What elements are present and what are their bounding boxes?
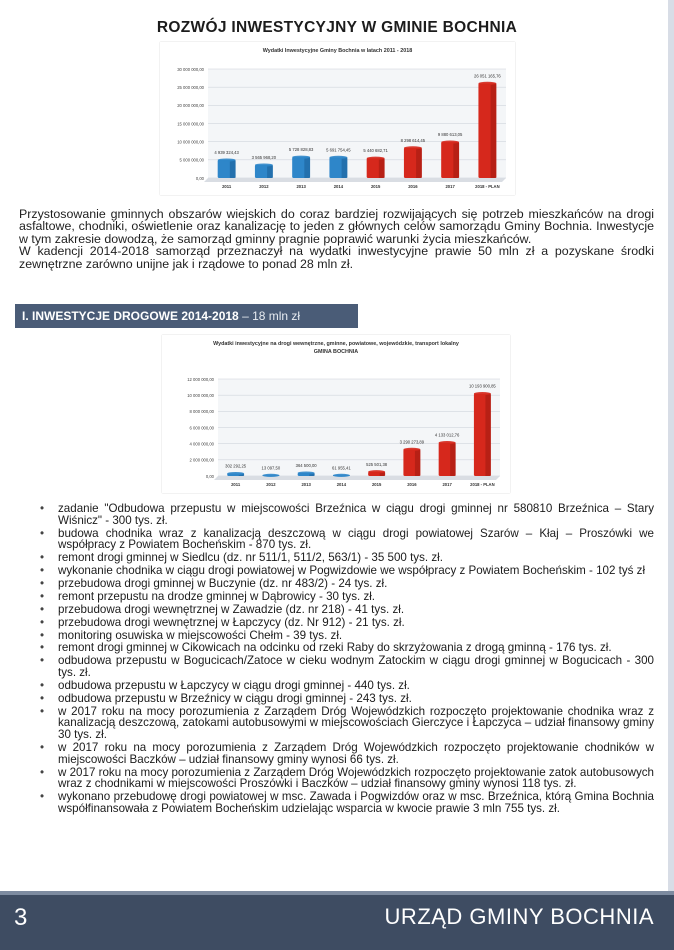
- bar-top: [478, 82, 496, 85]
- road-expenditure-chart: [162, 335, 510, 493]
- chart-svg: [160, 42, 515, 195]
- chart-floor: [204, 178, 506, 182]
- bar: [227, 472, 244, 476]
- section-amount: – 18 mln zł: [238, 309, 301, 323]
- x-tick-label: 2014: [336, 482, 347, 487]
- y-tick-label: 10 000 000,00: [177, 139, 204, 145]
- data-label: 13 097,50: [261, 465, 281, 471]
- bar-shade: [416, 148, 422, 178]
- bar-shade: [267, 165, 273, 178]
- bar-shade: [485, 394, 490, 476]
- x-tick-label: 2011: [222, 184, 232, 189]
- data-label: 9 880 613,05: [437, 132, 463, 138]
- list-item: • w 2017 roku na mocy porozumienia z Zarządem Dróg Wojewódzkich rozpoczęto projektowanie chodnika wraz z kanalizacją deszczową, zatokami autobusowymi w miejscowościach Gierczyce i Łapczyca – udział finansowy gminy 30 tys. zł.: [22, 706, 654, 741]
- list-item: • w 2017 roku na mocy porozumienia z Zarządem Dróg Wojewódzkich rozpoczęto projektowanie zatok autobusowych wraz z chodnikami w miejscowości Proszówki i Baczków – udział finansowy gminy wynosi 118 tys. zł.: [22, 767, 654, 790]
- list-item: • zadanie "Odbudowa przepustu w miejscowości Brzeźnica w ciągu drogi gminnej nr 580810 Brzeźnica – Stary Wiśnicz" - 300 tys. zł.: [22, 503, 654, 526]
- bar: [333, 474, 350, 477]
- x-tick-label: 2012: [259, 184, 269, 189]
- data-label: 10 193 900,85: [468, 383, 496, 389]
- x-tick-label: 2018 - PLAN: [475, 184, 500, 189]
- list-item: • remont przepustu na drodze gminnej w Dąbrowicy - 30 tys. zł.: [22, 591, 654, 603]
- list-item: • budowa chodnika wraz z kanalizacją deszczową w ciągu drogi powiatowej Szarów – Kłaj – Proszówki we współpracy z Powiatem Bocheńskim - 870 tys. zł.: [22, 528, 654, 551]
- list-item: • przebudowa drogi gminnej w Buczynie (dz. nr 483/2) - 24 tys. zł.: [22, 578, 654, 590]
- bar-top: [329, 156, 347, 159]
- y-tick-label: 0,00: [195, 175, 204, 181]
- bar-shade: [379, 158, 385, 178]
- y-tick-label: 15 000 000,00: [177, 121, 204, 127]
- data-label: 3 290 273,89: [399, 439, 425, 445]
- page-number: 3: [14, 904, 28, 931]
- page-title: ROZWÓJ INWESTYCYJNY W GMINIE BOCHNIA: [156, 19, 518, 36]
- list-item: • monitoring osuwiska w miejscowości Chełm - 39 tys. zł.: [22, 630, 654, 642]
- chart-svg: [162, 335, 510, 493]
- bar-shade: [342, 157, 348, 178]
- section-title: I. INWESTYCJE DROGOWE 2014-2018: [22, 309, 239, 323]
- list-item: • odbudowa przepustu w Brzeźnicy w ciągu drogi gminnej - 243 tys. zł.: [22, 693, 654, 705]
- x-tick-label: 2017: [442, 482, 452, 487]
- data-label: 302 292,25: [225, 463, 247, 469]
- y-tick-label: 8 000 000,00: [189, 409, 214, 415]
- y-tick-label: 25 000 000,00: [177, 84, 204, 90]
- data-label: 5 691 754,45: [326, 147, 351, 153]
- bar: [329, 156, 347, 178]
- investment-expenditure-chart: [160, 42, 515, 195]
- y-tick-label: 12 000 000,00: [187, 376, 214, 382]
- list-item: • w 2017 roku na mocy porozumienia z Zarządem Dróg Wojewódzkich rozpoczęto projektowanie chodników w miejscowości Baczków – udział finansowy gminy wynosi 66 tys. zł.: [22, 742, 654, 765]
- chart-title: Wydatki inwestycyjne na drogi wewnętrzne, gminne, powiatowe, wojewódzkie, transport lokalny: [213, 341, 459, 347]
- data-label: 4 133 012,76: [434, 432, 460, 438]
- list-item: • wykonanie chodnika w ciągu drogi powiatowej w Pogwizdowie we współpracy z Powiatem Bocheńskim - 102 tyś zł: [22, 565, 654, 577]
- bar: [441, 141, 459, 178]
- y-tick-label: 30 000 000,00: [177, 66, 204, 72]
- data-label: 5 440 682,71: [363, 148, 388, 154]
- data-label: 525 501,38: [366, 461, 388, 467]
- bar: [439, 441, 456, 476]
- bar-top: [255, 163, 273, 166]
- list-item: • odbudowa przepustu w Bogucicach/Zatoce w cieku wodnym Zatockim w ciągu drogi gminnej w Bogucicach - 300 tys. zł.: [22, 655, 654, 678]
- intro-paragraph-1: Przystosowanie gminnych obszarów wiejskich do coraz bardziej rozwijających się potrzeb mieszkańców na drogi asfaltowe, chodniki, oświetlenie oraz kanalizację to jeden z głównych celów samorządu Gminy Bochnia. Inwestycje w tym zakresie dowodzą, że samorząd gminny pragnie poprawić warunki życia mieszkańców.: [19, 207, 654, 246]
- bar-top: [441, 141, 459, 144]
- x-tick-label: 2013: [301, 482, 311, 487]
- bar-shade: [491, 83, 497, 178]
- bar-shade: [230, 160, 236, 178]
- bar: [262, 474, 279, 477]
- bar-top: [292, 156, 310, 159]
- intro-paragraph-2: W kadencji 2014-2018 samorząd przeznaczył na wydatki inwestycyjne prawie 50 mln zł a pozyskane środki zewnętrzne zarówno unijne jak i rządowe to ponad 28 mln zł.: [19, 244, 654, 271]
- x-tick-label: 2016: [408, 184, 418, 189]
- bar-top: [474, 392, 491, 395]
- page-edge-stripe: [668, 0, 674, 950]
- x-tick-label: 2011: [231, 482, 241, 487]
- x-tick-label: 2015: [370, 184, 381, 189]
- bar-top: [368, 470, 385, 473]
- x-tick-label: 2014: [333, 184, 344, 189]
- intro-text: [19, 208, 654, 270]
- y-tick-label: 0,00: [205, 473, 214, 479]
- bar: [368, 470, 385, 476]
- footer-title: URZĄD GMINY BOCHNIA: [384, 904, 654, 929]
- bar-top: [404, 146, 422, 149]
- x-tick-label: 2018 - PLAN: [470, 482, 495, 487]
- bar-shade: [450, 443, 455, 476]
- data-label: 364 500,00: [295, 463, 317, 469]
- data-label: 5 728 828,83: [288, 147, 314, 153]
- x-tick-label: 2017: [445, 184, 455, 189]
- list-item: • remont drogi gminnej w Siedlcu (dz. nr 511/1, 511/2, 563/1) - 35 500 tys. zł.: [22, 552, 654, 564]
- y-tick-label: 10 000 000,00: [187, 392, 214, 398]
- data-label: 8 298 614,45: [400, 137, 426, 143]
- bar-top: [298, 471, 315, 474]
- bar: [255, 163, 273, 178]
- x-tick-label: 2012: [266, 482, 276, 487]
- list-item: • przebudowa drogi wewnętrznej w Zawadzie (dz. nr 218) - 41 tys. zł.: [22, 604, 654, 616]
- x-tick-label: 2015: [371, 482, 382, 487]
- data-label: 3 565 968,20: [251, 155, 277, 161]
- bar-shade: [453, 142, 459, 178]
- bar-top: [367, 157, 385, 160]
- bar: [298, 471, 315, 476]
- bar-shade: [415, 449, 420, 476]
- list-item: • odbudowa przepustu w Łapczycy w ciągu drogi gminnej - 440 tys. zł.: [22, 680, 654, 692]
- chart-title: Wydatki Inwestycyjne Gminy Bochnia w latach 2011 - 2018: [262, 48, 413, 54]
- y-tick-label: 6 000 000,00: [189, 425, 214, 431]
- data-label: 4 939 324,43: [214, 150, 239, 156]
- bar: [367, 157, 385, 178]
- bar: [403, 448, 420, 476]
- x-tick-label: 2016: [407, 482, 417, 487]
- bar: [218, 158, 236, 178]
- bar-top: [262, 474, 279, 477]
- list-item: • remont drogi gminnej w Cikowicach na odcinku od rzeki Raby do skrzyżowania z drogą gminną - 176 tys. zł.: [22, 642, 654, 654]
- bar-top: [403, 448, 420, 451]
- y-tick-label: 2 000 000,00: [189, 457, 214, 463]
- x-tick-label: 2013: [296, 184, 306, 189]
- bar-top: [218, 158, 236, 161]
- bar-top: [439, 441, 456, 444]
- chart-floor: [214, 476, 500, 480]
- data-label: 26 051 165,76: [473, 73, 501, 79]
- y-tick-label: 5 000 000,00: [179, 157, 204, 163]
- list-item: • przebudowa drogi wewnętrznej w Łapczycy (dz. Nr 912) - 21 tys. zł.: [22, 617, 654, 629]
- chart-subtitle: GMINA BOCHNIA: [313, 349, 359, 355]
- bar: [404, 146, 422, 178]
- data-label: 61 955,41: [332, 465, 351, 471]
- bar: [478, 82, 496, 178]
- y-tick-label: 20 000 000,00: [177, 103, 204, 109]
- y-tick-label: 4 000 000,00: [189, 441, 214, 447]
- investment-list: [22, 503, 654, 816]
- list-item: • wykonano przebudowę drogi powiatowej w msc. Zawada i Pogwizdów oraz w msc. Brzeźnica, którą Gmina Bochnia współfinansowała z Powiatem Bocheńskim udzielając wsparcia w kwocie prawie 3 mln 755 tys. zł.: [22, 791, 654, 814]
- bar-shade: [304, 157, 310, 178]
- bar-top: [227, 472, 244, 475]
- bar: [292, 156, 310, 178]
- bar: [474, 392, 491, 476]
- footer-stripe: [0, 891, 674, 895]
- bar-top: [333, 474, 350, 477]
- section-header: [15, 304, 358, 328]
